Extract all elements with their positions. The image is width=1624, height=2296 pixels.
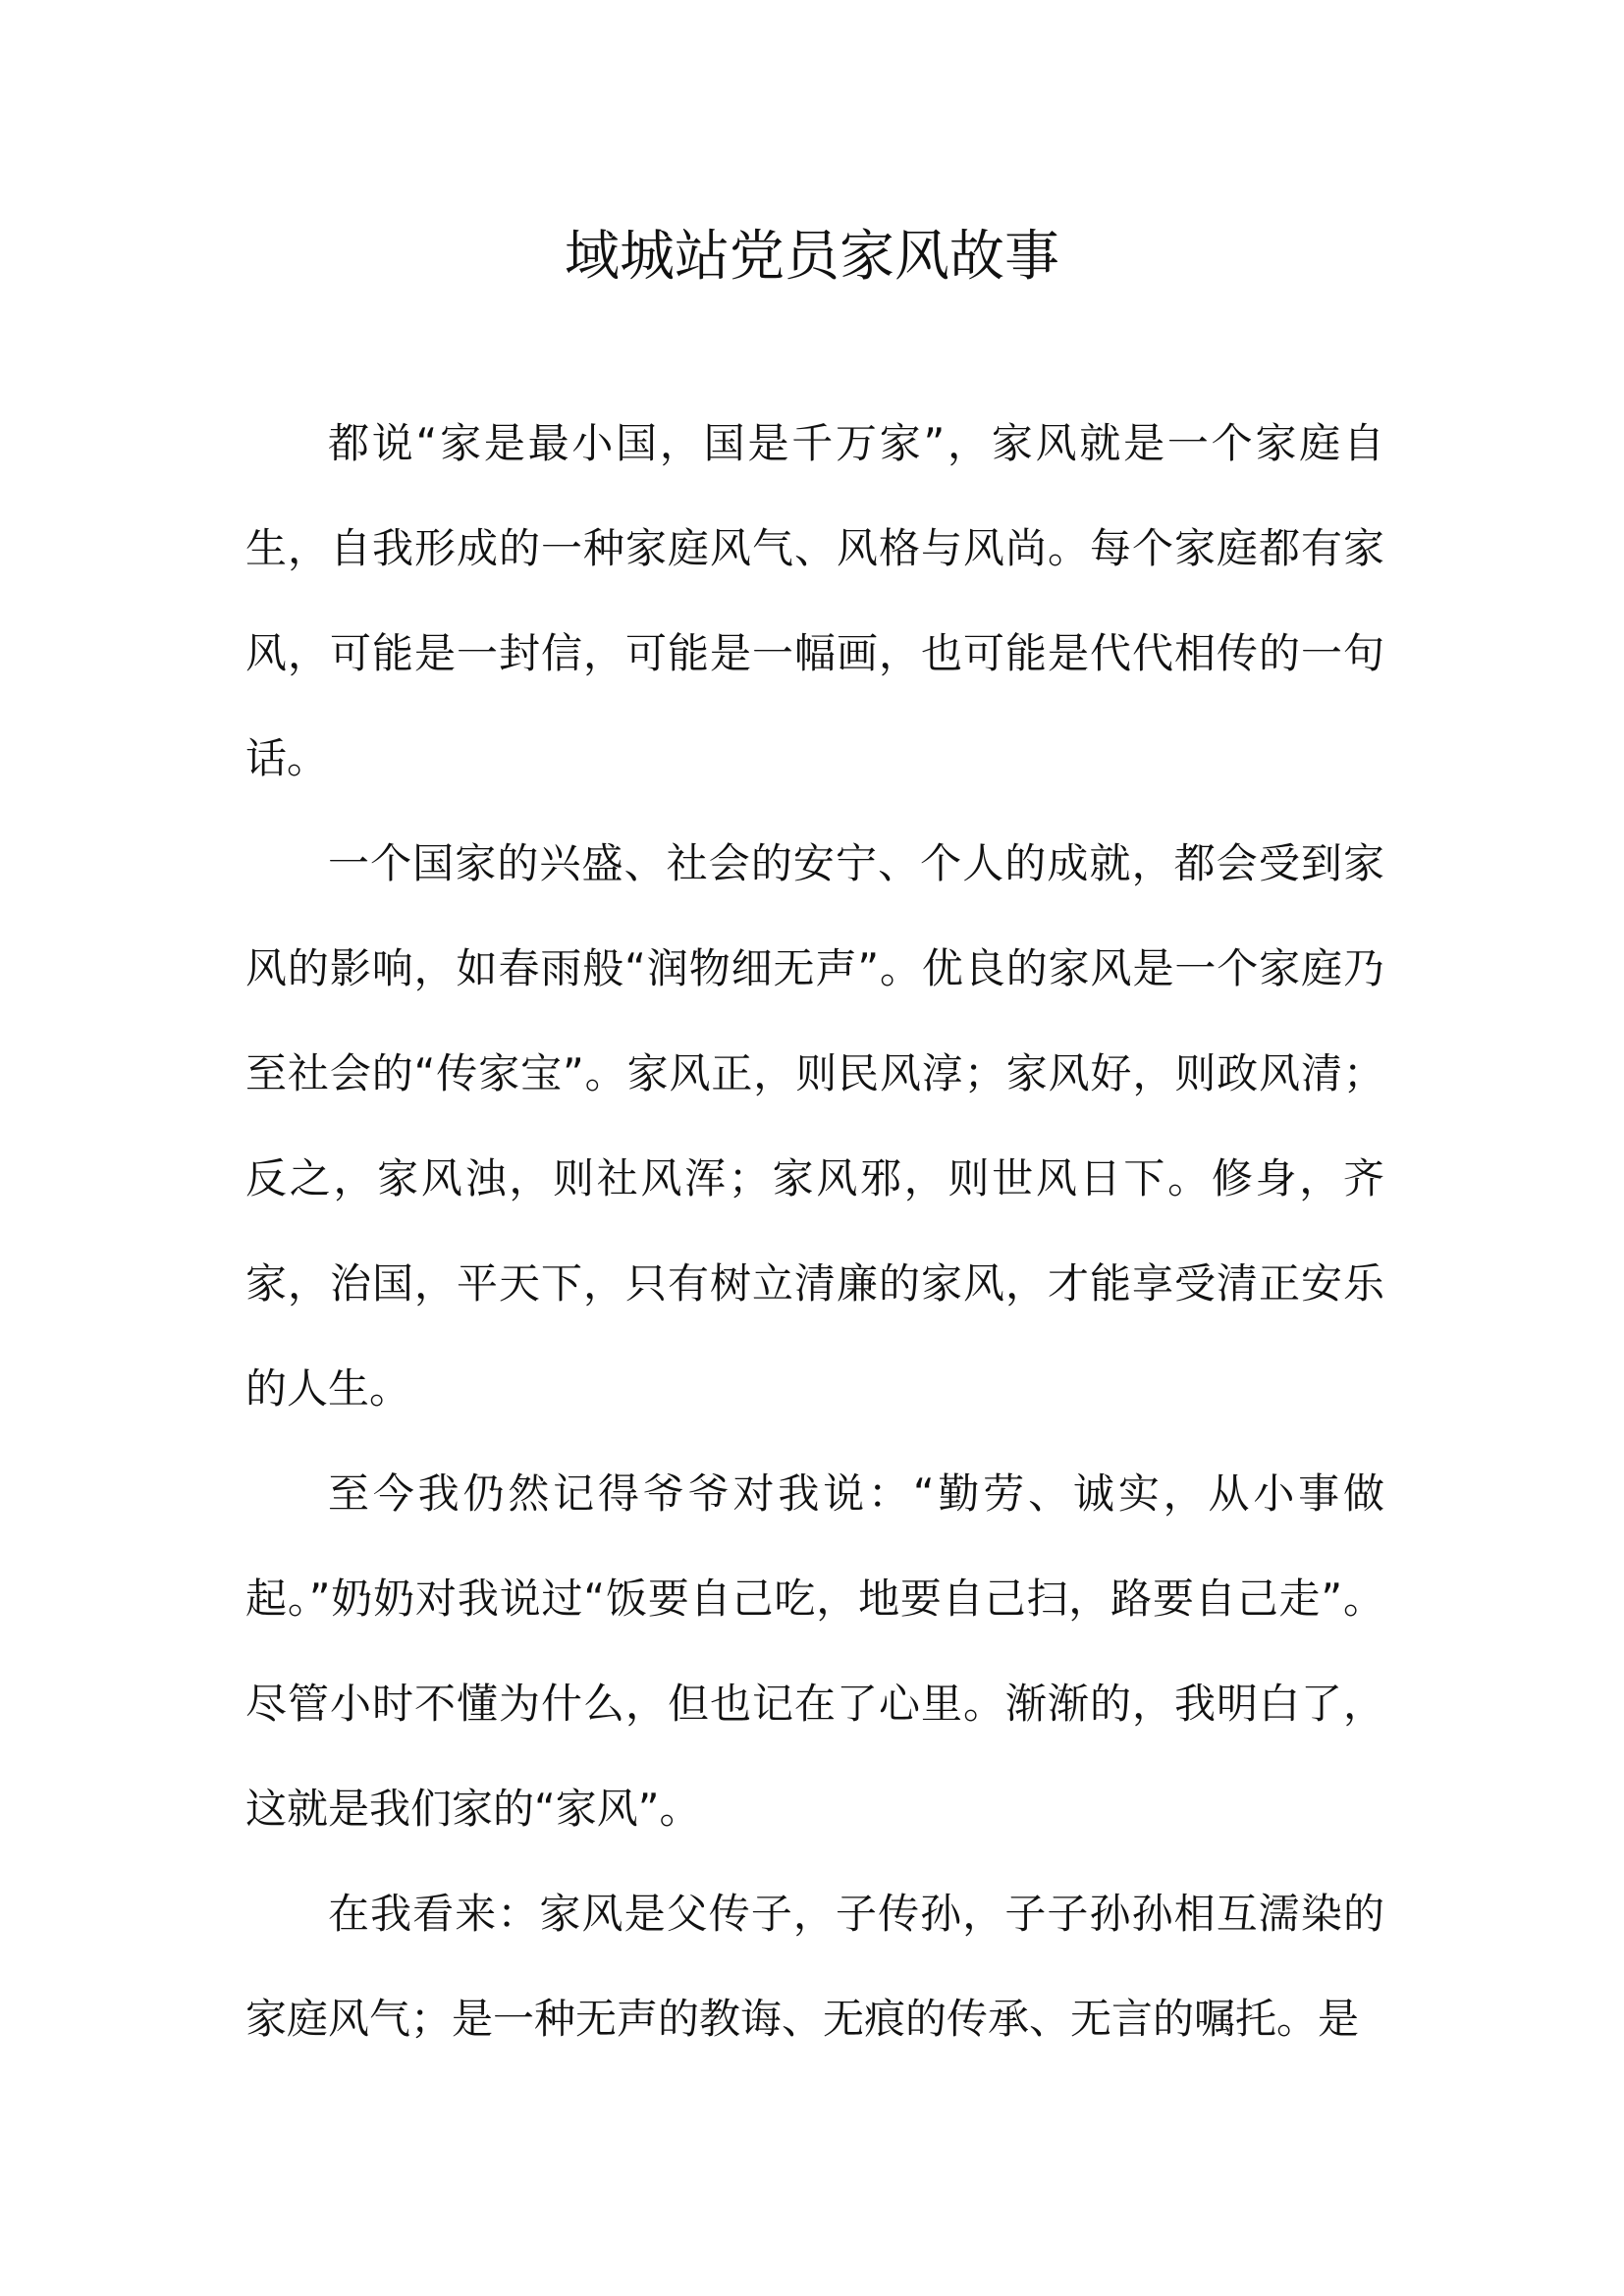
paragraph-2: 一个国家的兴盛、社会的安宁、个人的成就，都会受到家风的影响，如春雨般“润物细无声”。优良的家风是一个家庭乃至社会的“传家宝”。家风正，则民风淳；家风好，则政风清；反之，家风浊，则社风浑；家风邪，则世风日下。修身，齐家，治国，平天下，只有树立清廉的家风，才能享受清正安乐的人生。 <box>245 839 1384 1413</box>
document-body <box>245 391 1384 2071</box>
paragraph-1: 都说“家是最小国，国是千万家”，家风就是一个家庭自生，自我形成的一种家庭风气、风格与风尚。每个家庭都有家风，可能是一封信，可能是一幅画，也可能是代代相传的一句话。 <box>245 419 1384 782</box>
paragraph-4: 在我看来：家风是父传子，子传孙，子子孙孙相互濡染的家庭风气；是一种无声的教诲、无痕的传承、无言的嘱托。是 <box>245 1890 1384 2043</box>
document-title: 域城站党员家风故事 <box>565 225 1059 289</box>
paragraph-3: 至今我仍然记得爷爷对我说：“勤劳、诚实，从小事做起。”奶奶对我说过“饭要自己吃，地要自己扫，路要自己走”。尽管小时不懂为什么，但也记在了心里。渐渐的，我明白了，这就是我们家的“家风”。 <box>245 1469 1384 1833</box>
